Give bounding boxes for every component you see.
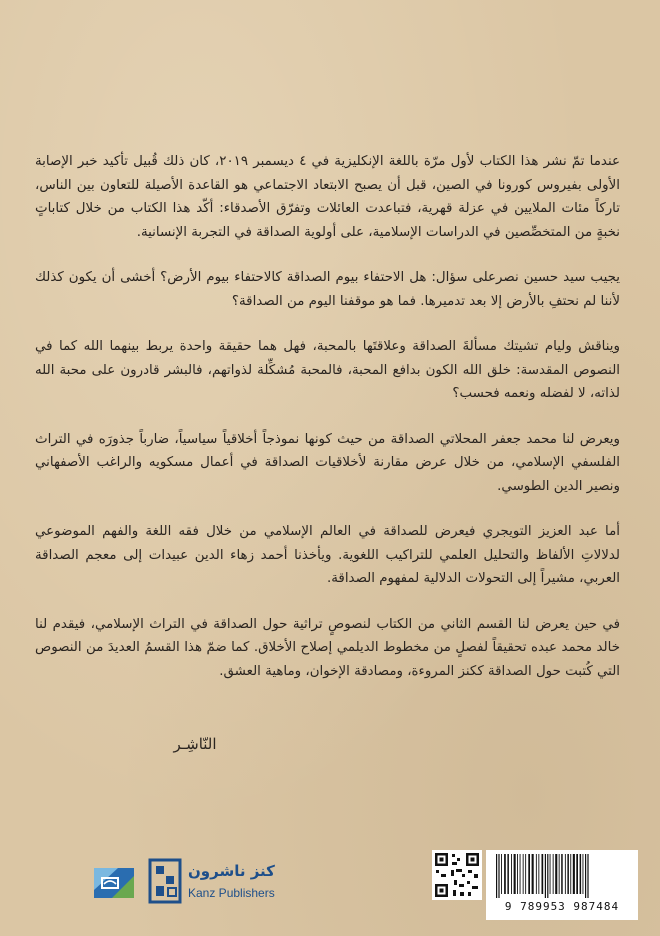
barcode-bar: [532, 854, 534, 894]
isbn-number: 9 789953 987484: [504, 900, 620, 913]
barcode-bar: [576, 854, 578, 894]
barcode-bar: [525, 854, 526, 894]
barcode-bar: [538, 854, 539, 894]
barcode-bar: [550, 854, 551, 894]
barcode-bar: [565, 854, 566, 894]
kanz-logo-icon: [148, 858, 182, 904]
barcode-bar: [570, 854, 571, 894]
barcode-bar: [553, 854, 554, 894]
publisher-name-ar: كنز ناشرون: [188, 862, 275, 880]
barcode-bar: [580, 854, 582, 894]
barcode-bar: [573, 854, 575, 894]
barcode-bar: [542, 854, 544, 894]
footer: [0, 840, 660, 936]
publisher-signature: النّاشِـر: [173, 735, 217, 753]
barcode-bar: [587, 854, 588, 898]
barcode-bar: [496, 854, 497, 898]
paragraph-2: يجيب سيد حسين نصرعلى سؤال: هل الاحتفاء بيوم الصداقة كالاحتفاء بيوم الأرض؟ أخشى أن يكون كذلك لأننا لم نحتفِ بالأرض إلا بعد تدميرها. فما هو موقفنا اليوم من الصداقة؟: [35, 270, 620, 309]
paragraph-4: ويعرض لنا محمد جعفر المحلاتي الصداقة من حيث كونها نموذجاً أخلاقياً سياسياً، ضارباً جذورَه في التراث الفلسفي الإسلامي، من خلال عرض مقارنة لأخلاقيات الصداقة في أعمال مسكويه والراغب الأصفهاني ونصير الدين الطوسي.: [35, 431, 620, 494]
barcode-icon: [490, 854, 634, 898]
barcode-bar: [536, 854, 537, 894]
barcode-bar: [498, 854, 499, 898]
barcode-bar: [559, 854, 560, 894]
barcode-bar: [511, 854, 512, 894]
barcode-bar: [555, 854, 557, 894]
blurb-text: [35, 150, 620, 705]
qr-code-icon: [432, 850, 482, 900]
barcode-bar: [523, 854, 524, 894]
barcode-bar: [561, 854, 563, 894]
barcode-bar: [583, 854, 584, 894]
paragraph-6: في حين يعرض لنا القسم الثاني من الكتاب لنصوصٍ تراثية حول الصداقة في التراث الإسلامي، فيقدم لنا خالد محمد عبده تحقيقاً لفصلٍ من مخطوط الديلمي إصلاح الأخلاق. كما ضمّ هذا القسمُ العديدَ من النصوص التي كُتبت حول الصداقة ككنز المروءة، ومصادقة الإخوان، وماهية العشق.: [35, 616, 620, 679]
barcode-bar: [517, 854, 518, 894]
partner-logo-icon: [92, 860, 136, 904]
publisher-logo: [148, 856, 288, 912]
barcode-bar: [501, 854, 502, 894]
isbn-barcode: [486, 850, 638, 920]
barcode-bar: [547, 854, 548, 898]
publisher-name-en: Kanz Publishers: [188, 886, 275, 900]
paragraph-3: ويناقش وليام تشيتك مسألةَ الصداقة وعلاقتَها بالمحبة، فهل هما حقيقة واحدة يربط بينهما الله كما في النصوص المقدسة: خلق الله الكون بدافع المحبة، فالمحبة مُشكِّلة لذواتهم، فالبشر قادرون على محبة الله لذاته، لا لفضله ونعمه فحسب؟: [35, 339, 620, 401]
barcode-bar: [567, 854, 569, 894]
barcode-bar: [504, 854, 506, 894]
barcode-bar: [514, 854, 516, 894]
barcode-bar: [585, 854, 586, 898]
barcode-bar: [528, 854, 530, 894]
barcode-bar: [545, 854, 546, 898]
barcode-bar: [520, 854, 521, 894]
barcode-bar: [507, 854, 509, 894]
paragraph-1: عندما تمّ نشر هذا الكتاب لأول مرّة باللغة الإنكليزية في ٤ ديسمبر ٢٠١٩، كان ذلك قُبيل تأكيد خبر الإصابة الأولى بفيروس كورونا في الصين، قبل أن يصبح الابتعاد الاجتماعي هو القاعدة الأصيلة للتعاون بين الناس، تاركاً مئات الملايين في عزلة قهرية، فتباعدت العائلات وتفرّق الأصدقاء: أكّد هذا الكتاب من خلال كتاباتٍ نخبةٍ من المتخصِّصين في الدراسات الإسلامية، على أولوية الصداقة في التجربة الإنسانية.: [35, 154, 620, 240]
paragraph-5: أما عبد العزيز التويجري فيعرض للصداقة في العالم الإسلامي من خلال فقه اللغة والفهم الموضوعي لدلالاتِ الألفاظ والتحليل العلمي للتراكيب اللغوية. ويأخذنا أحمد زهاء الدين عبيدات إلى معجم الصداقة العربي، مشيراً إلى التحولات الدلالية لمفهوم الصداقة.: [35, 524, 620, 586]
